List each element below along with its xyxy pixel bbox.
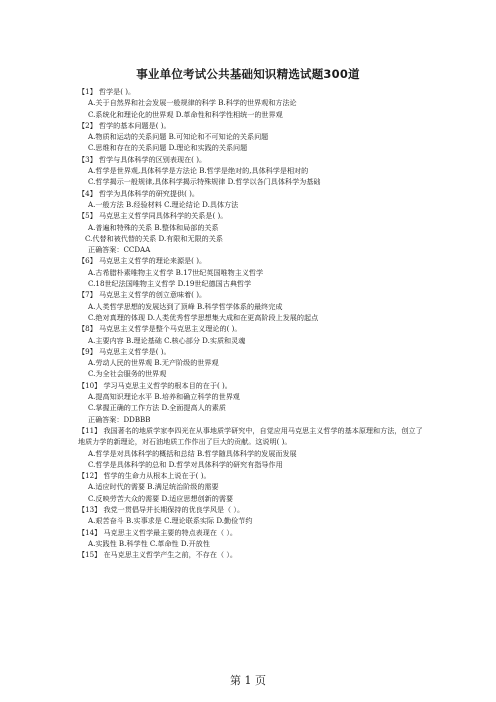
option-line: C.绝对真理的体现 D.人类优秀哲学思想集大成和在更高阶段上发展的起点 [88, 312, 319, 322]
option-line: 正确答案：DDBBB [88, 414, 151, 424]
question-line: 【8】 马克思主义哲学是整个马克思主义理论的( )。 [78, 324, 242, 334]
option-line: A.哲学是对具体科学的概括和总结 B.哲学随具体科学的发展而发展 [88, 448, 297, 458]
question-line: 【14】 马克思主义哲学最主要的特点表现在（ ）。 [78, 527, 237, 537]
question-line: 【3】 哲学与具体科学的区别表现在( )。 [78, 154, 207, 164]
question-line: 【2】 哲学的基本问题是( )。 [78, 120, 171, 130]
question-line: 【4】 哲学为具体科学的研究提供( )。 [78, 188, 199, 198]
question-line: 【13】 我党一贯倡导并长期保持的优良学风是（ ）。 [78, 504, 245, 514]
option-line: C.哲学是具体科学的总和 D.哲学对具体科学的研究有指导作用 [88, 459, 283, 469]
option-line: C.代替和被代替的关系 D.有限和无限的关系 [85, 233, 223, 243]
question-list [78, 86, 428, 560]
question-line: 【11】 我国著名的地质学家李四光在从事地质学研究中，自觉应用马克思主义哲学的基本原理和方法，创立了地质力学的新理论，对石油地质工作作出了巨大的贡献。这说明( )。 [78, 425, 423, 447]
option-line: A.实践性 B.科学性 C.革命性 D.开放性 [88, 538, 210, 548]
option-line: 正确答案：CCDAA [88, 245, 151, 255]
question-line: 【5】 马克思主义哲学同具体科学的关系是( )。 [78, 211, 228, 221]
option-line: C.掌握正确的工作方法 D.全面提高人的素质 [88, 403, 226, 413]
question-line: 【10】 学习马克思主义哲学的根本目的在于( )。 [78, 380, 232, 390]
option-line: A.提高知识理论水平 B.培养和确立科学的世界观 [88, 392, 240, 402]
question-line: 【1】 哲学是( )。 [78, 87, 136, 96]
option-line: A.一般方法 B.经验材料 C.理论结论 D.具体方法 [88, 199, 239, 209]
option-line: C.18世纪法国唯物主义哲学 D.19世纪德国古典哲学 [88, 279, 252, 289]
option-line: C.为全社会服务的世界观 [88, 369, 167, 379]
option-line: A.普遍和特殊的关系 B.整体和局部的关系 [88, 222, 219, 232]
option-line: A.劳动人民的世界观 B.无产阶级的世界观 [88, 358, 219, 368]
question-line: 【6】 马克思主义哲学的理论来源是( )。 [78, 256, 207, 266]
option-line: C.反映劳苦大众的需要 D.适应思想创新的需要 [88, 493, 234, 503]
option-line: A.哲学是世界观,具体科学是方法论 B.哲学是绝对的,具体科学是相对的 [88, 166, 309, 176]
option-line: C.哲学揭示一般规律,具体科学揭示特殊规律 D.哲学以各门具体科学为基础 [88, 177, 321, 187]
option-line: A.适应时代的需要 B.满足统治阶级的需要 [88, 482, 219, 492]
question-line: 【7】 马克思主义哲学的创立意味着( )。 [78, 290, 207, 300]
option-line: C.思维和存在的关系问题 D.理论和实践的关系问题 [88, 143, 248, 153]
option-line: A.艰苦奋斗 B.实事求是 C.理论联系实际 D.勤俭节约 [88, 516, 253, 526]
option-line: A.物质和运动的关系问题 B.可知论和不可知论的关系问题 [88, 132, 269, 142]
option-line: A.主要内容 B.理论基础 C.核心部分 D.实质和灵魂 [88, 335, 246, 345]
option-line: A.关于自然界和社会发展一般规律的科学 B.科学的世界观和方法论 [88, 98, 297, 108]
page-number: 第 1 页 [230, 674, 266, 687]
question-line: 【12】 哲学的生命力从根本上说在于( )。 [78, 471, 211, 481]
option-line: C.系统化和理论化的世界观 D.革命性和科学性相统一的世界观 [88, 109, 283, 119]
page-title: 事业单位考试公共基础知识精选试题300道 [136, 67, 360, 81]
option-line: A.古希腊朴素唯物主义哲学 B.17世纪英国唯物主义哲学 [88, 267, 264, 277]
question-line: 【9】 马克思主义哲学是( )。 [78, 346, 171, 356]
question-line: 【15】 在马克思主义哲学产生之前，不存在（ ）。 [78, 550, 237, 560]
option-line: A.人类哲学思想的发展达到了顶峰 B.科学哲学体系的最终完成 [88, 301, 283, 311]
